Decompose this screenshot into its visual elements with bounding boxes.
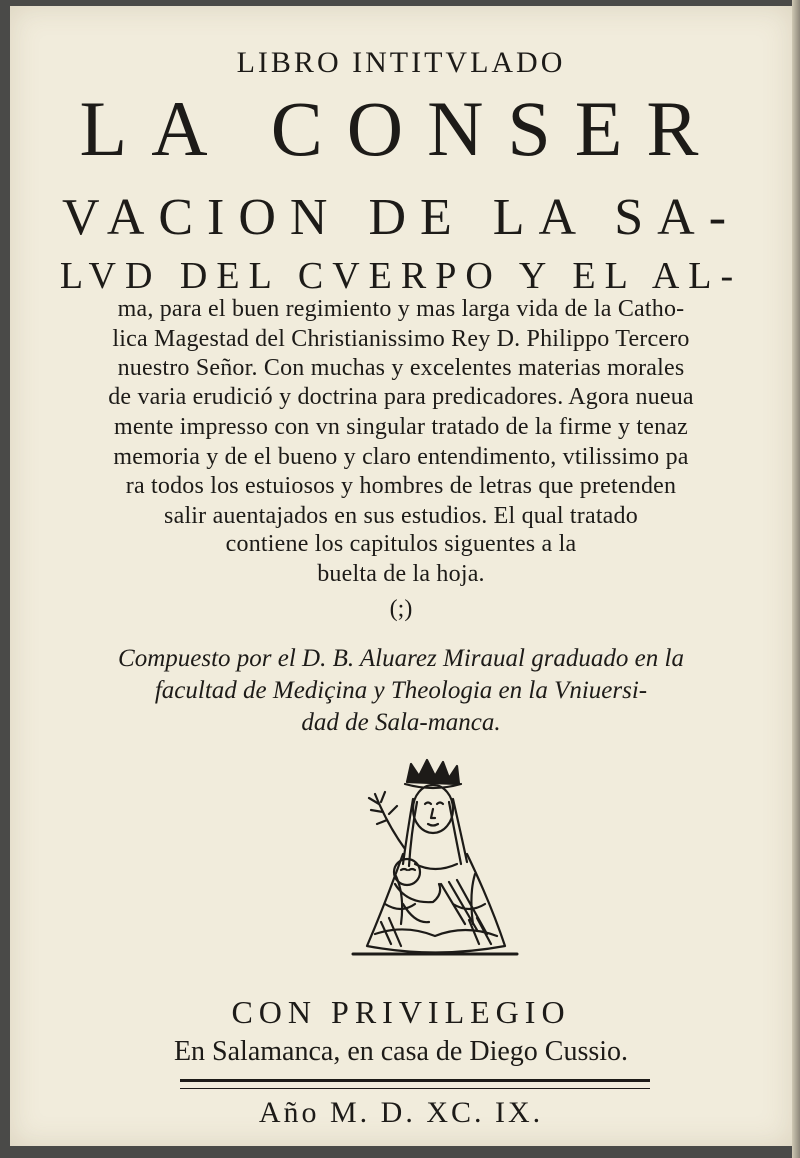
imprint-line: En Salamanca, en casa de Diego Cussio.: [173, 1036, 629, 1067]
body-line: mente impresso con vn singular tratado de la firme y tenaz: [113, 414, 689, 440]
body-line: memoria y de el bueno y claro entendimento, vtilissimo pa: [113, 444, 689, 470]
ornament-mark: (;): [389, 596, 413, 622]
year-line: Año M. D. XC. IX.: [258, 1096, 544, 1129]
page-edge: [792, 0, 800, 1158]
body-line: nuestro Señor. Con muchas y excelentes materias morales: [117, 355, 685, 381]
crowned-madonna-woodcut-icon: [345, 754, 525, 964]
body-line: salir auentajados en sus estudios. El qual tratado: [164, 503, 638, 529]
author-line: dad de Sala-manca.: [301, 709, 501, 736]
title-page: [10, 6, 792, 1146]
privilege-line: CON PRIVILEGIO: [231, 994, 571, 1030]
body-line: lica Magestad del Christianissimo Rey D. Philippo Tercero: [112, 326, 690, 352]
heading-libro-intitulado: LIBRO INTITVLADO: [236, 46, 566, 79]
body-line: buelta de la hoja.: [317, 561, 485, 587]
body-line: ma, para el buen regimiento y mas larga vida de la Catho-: [117, 296, 685, 322]
heading-la-conser: LA CONSER: [79, 85, 723, 172]
body-line: de varia erudició y doctrina para predicadores. Agora nueua: [108, 384, 694, 410]
author-line: facultad de Mediçina y Theologia en la Vniuersi-: [154, 677, 648, 704]
heading-vacion: VACION DE LA SA-: [61, 189, 741, 246]
author-line: Compuesto por el D. B. Aluarez Miraual graduado en la: [118, 645, 684, 672]
body-line: contiene los capitulos siguentes a la: [225, 531, 577, 557]
divider-rule: [180, 1079, 650, 1089]
heading-lvd: LVD DEL CVERPO Y EL AL-: [59, 255, 743, 297]
body-line: ra todos los estuiosos y hombres de letras que pretenden: [125, 473, 677, 499]
